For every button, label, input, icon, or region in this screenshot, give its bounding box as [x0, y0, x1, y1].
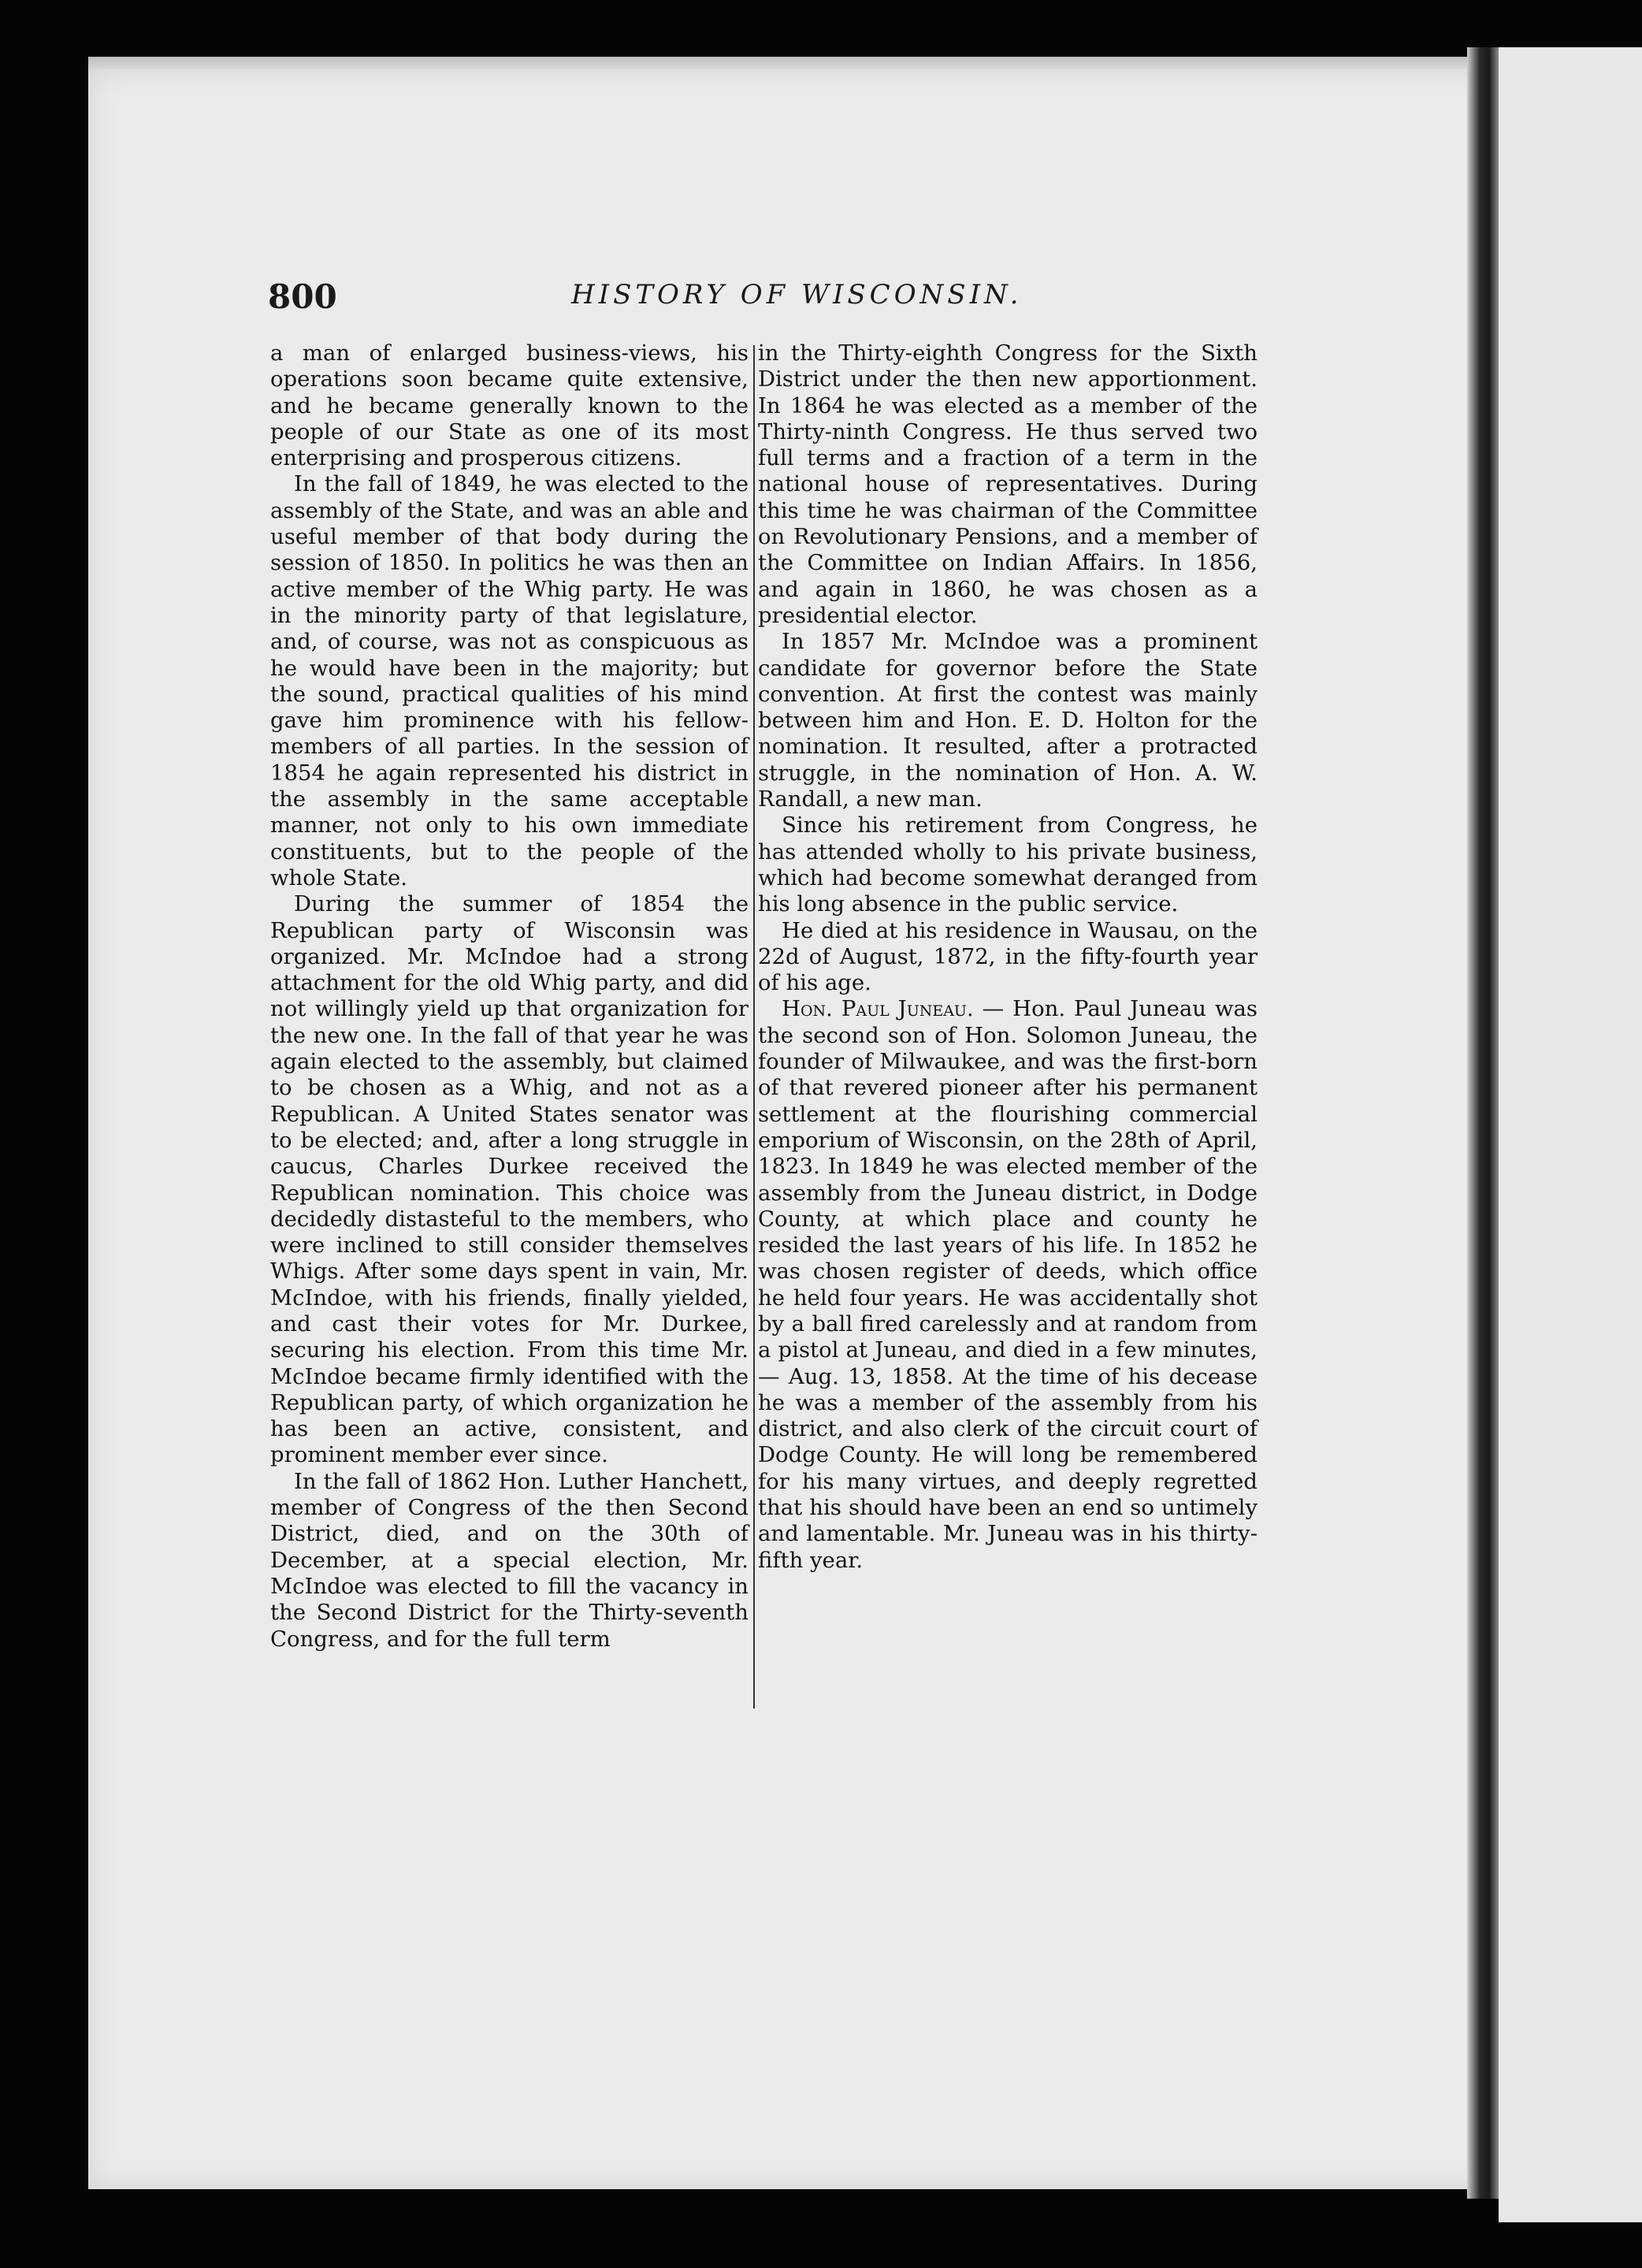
paragraph: in the Thirty-eighth Congress for the Sixth District under the then new apportionment. In 1864 he was elected as a member of the Thirty-ninth Congress. He thus served two full terms and a fraction of a term in the national house of representatives. During this time he was chairman of the Committee on Revolutionary Pensions, and a member of the Committee on Indian Affairs. In 1856, and again in 1860, he was chosen as a presidential elector.	[758, 340, 1258, 628]
paragraph: a man of enlarged business-views, his operations soon became quite extensive, and he became generally known to the people of our State as one of its most enterprising and prosperous citizens.	[270, 340, 749, 471]
entry-heading: Hon. Paul Juneau.	[782, 996, 974, 1022]
page-number: 800	[268, 277, 337, 316]
entry-text: — Hon. Paul Juneau was the second son of Hon. Solomon Juneau, the founder of Milwaukee, and was the first-born of that revered pioneer after his permanent settlement at the flourishing commercial emporium of Wisconsin, on the 28th of April, 1823. In 1849 he was elected member of the assembly from the Juneau district, in Dodge County, at which place and county he resided the last years of his life. In 1852 he was chosen register of deeds, which office he held four years. He was accidentally shot by a ball fired carelessly and at random from a pistol at Juneau, and died in a few minutes, — Aug. 13, 1858. At the time of his decease he was a member of the assembly from his district, and also clerk of the circuit court of Dodge County. He will long be remembered for his many virtues, and deeply regretted that his should have been an end so untimely and lamentable. Mr. Juneau was in his thirty-fifth year.	[758, 996, 1258, 1573]
page-header	[268, 277, 1261, 325]
biography-entry-juneau	[758, 996, 1258, 1574]
paragraph: In 1857 Mr. McIndoe was a prominent candidate for governor before the State convention. At first the contest was mainly between him and Hon. E. D. Holton for the nomination. It resulted, after a protracted struggle, in the nomination of Hon. A. W. Randall, a new man.	[758, 629, 1258, 812]
right-column	[758, 340, 1258, 1574]
paragraph: During the summer of 1854 the Republican party of Wisconsin was organized. Mr. McIndoe had a strong attachment for the old Whig party, and did not willingly yield up that organization for the new one. In the fall of that year he was again elected to the assembly, but claimed to be chosen as a Whig, and not as a Republican. A United States senator was to be elected; and, after a long struggle in caucus, Charles Durkee received the Republican nomination. This choice was decidedly distasteful to the members, who were inclined to still consider themselves Whigs. After some days spent in vain, Mr. McIndoe, with his friends, finally yielded, and cast their votes for Mr. Durkee, securing his election. From this time Mr. McIndoe became firmly identified with the Republican party, of which organization he has been an active, consistent, and prominent member ever since.	[270, 891, 749, 1468]
column-divider	[753, 345, 755, 1708]
paragraph: Since his retirement from Congress, he has attended wholly to his private business, which had become somewhat deranged from his long absence in the public service.	[758, 812, 1258, 917]
facing-page-edge	[1499, 47, 1642, 2222]
paragraph: He died at his residence in Wausau, on the 22d of August, 1872, in the fifty-fourth year of his age.	[758, 917, 1258, 996]
left-column	[270, 340, 749, 1653]
paragraph: In the fall of 1862 Hon. Luther Hanchett, member of Congress of the then Second District, died, and on the 30th of December, at a special election, Mr. McIndoe was elected to fill the vacancy in the Second District for the Thirty-seventh Congress, and for the full term	[270, 1468, 749, 1652]
book-gutter	[1467, 47, 1499, 2199]
running-head: HISTORY OF WISCONSIN.	[571, 279, 1023, 310]
paragraph: In the fall of 1849, he was elected to the assembly of the State, and was an able and useful member of that body during the session of 1850. In politics he was then an active member of the Whig party. He was in the minority party of that legislature, and, of course, was not as conspicuous as he would have been in the majority; but the sound, practical qualities of his mind gave him prominence with his fellow-members of all parties. In the session of 1854 he again represented his district in the assembly in the same acceptable manner, not only to his own immediate constituents, but to the people of the whole State.	[270, 471, 749, 890]
